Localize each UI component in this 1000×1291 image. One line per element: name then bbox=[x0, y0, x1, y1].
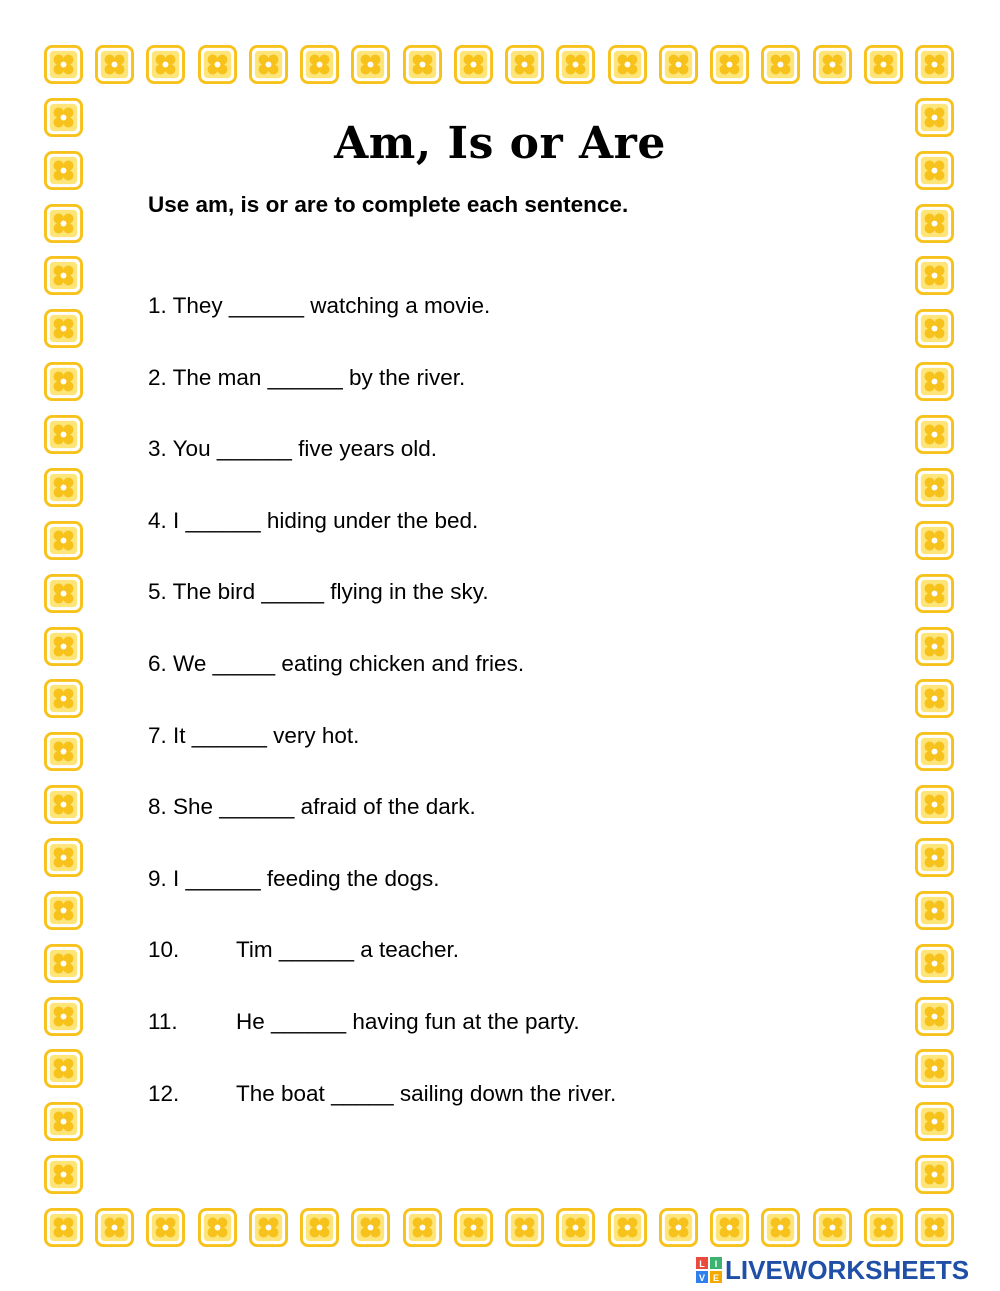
flower-tile-icon bbox=[915, 204, 954, 243]
flower-tile-icon bbox=[915, 627, 954, 666]
sentence-number: 12. bbox=[148, 1081, 180, 1106]
flower-tile-icon bbox=[95, 1208, 134, 1247]
flower-tile-icon bbox=[864, 45, 903, 84]
flower-tile-icon bbox=[44, 415, 83, 454]
sentence-item bbox=[148, 794, 476, 820]
sentence-number: 3. bbox=[148, 436, 167, 461]
flower-tile-icon bbox=[44, 1155, 83, 1194]
flower-tile-icon bbox=[44, 574, 83, 613]
sentence-item bbox=[148, 1081, 616, 1107]
flower-tile-icon bbox=[813, 1208, 852, 1247]
flower-tile-icon bbox=[915, 1049, 954, 1088]
flower-tile-icon bbox=[710, 45, 749, 84]
sentence-text: The boat _____ sailing down the river. bbox=[236, 1081, 617, 1106]
flower-tile-icon bbox=[44, 45, 83, 84]
sentence-item bbox=[148, 579, 489, 605]
flower-tile-icon bbox=[403, 1208, 442, 1247]
flower-tile-icon bbox=[44, 309, 83, 348]
flower-tile-icon bbox=[915, 679, 954, 718]
sentence-item bbox=[148, 723, 359, 749]
flower-tile-icon bbox=[249, 1208, 288, 1247]
sentence-number: 2. bbox=[148, 365, 167, 390]
flower-tile-icon bbox=[44, 468, 83, 507]
flower-tile-icon bbox=[95, 45, 134, 84]
flower-tile-icon bbox=[300, 45, 339, 84]
sentence-item bbox=[148, 508, 478, 534]
sentence-text: We _____ eating chicken and fries. bbox=[166, 651, 525, 676]
flower-tile-icon bbox=[351, 45, 390, 84]
flower-tile-icon bbox=[351, 1208, 390, 1247]
sentence-item bbox=[148, 866, 440, 892]
flower-tile-icon bbox=[915, 468, 954, 507]
sentence-text: They ______ watching a movie. bbox=[166, 293, 491, 318]
sentence-item bbox=[148, 937, 459, 963]
flower-tile-icon bbox=[813, 45, 852, 84]
sentence-number: 1. bbox=[148, 293, 167, 318]
sentence-text: Tim ______ a teacher. bbox=[236, 937, 460, 962]
flower-tile-icon bbox=[44, 362, 83, 401]
flower-tile-icon bbox=[44, 256, 83, 295]
flower-tile-icon bbox=[915, 1155, 954, 1194]
flower-tile-icon bbox=[403, 45, 442, 84]
sentence-item bbox=[148, 293, 490, 319]
flower-tile-icon bbox=[864, 1208, 903, 1247]
flower-tile-icon bbox=[146, 45, 185, 84]
flower-tile-icon bbox=[915, 574, 954, 613]
flower-tile-icon bbox=[505, 45, 544, 84]
logo-letter-l: L bbox=[699, 1259, 705, 1269]
sentence-number: 8. bbox=[148, 794, 167, 819]
sentence-text: The bird _____ flying in the sky. bbox=[166, 579, 489, 604]
flower-tile-icon bbox=[915, 309, 954, 348]
flower-tile-icon bbox=[44, 785, 83, 824]
flower-tile-icon bbox=[915, 45, 954, 84]
flower-tile-icon bbox=[915, 256, 954, 295]
flower-tile-icon bbox=[44, 679, 83, 718]
flower-tile-icon bbox=[761, 45, 800, 84]
flower-tile-icon bbox=[608, 1208, 647, 1247]
worksheet-title: Am, Is or Are bbox=[334, 118, 666, 169]
flower-tile-icon bbox=[761, 1208, 800, 1247]
flower-tile-icon bbox=[915, 838, 954, 877]
sentence-item bbox=[148, 365, 465, 391]
flower-tile-icon bbox=[915, 785, 954, 824]
flower-tile-icon bbox=[300, 1208, 339, 1247]
flower-tile-icon bbox=[556, 1208, 595, 1247]
flower-tile-icon bbox=[146, 1208, 185, 1247]
sentence-text: It ______ very hot. bbox=[166, 723, 360, 748]
flower-tile-icon bbox=[915, 732, 954, 771]
flower-tile-icon bbox=[915, 944, 954, 983]
sentence-number: 6. bbox=[148, 651, 167, 676]
flower-tile-icon bbox=[556, 45, 595, 84]
flower-tile-icon bbox=[44, 1102, 83, 1141]
logo-text: LIVEWORKSHEETS bbox=[725, 1254, 970, 1285]
flower-tile-icon bbox=[710, 1208, 749, 1247]
flower-tile-icon bbox=[44, 732, 83, 771]
flower-tile-icon bbox=[44, 891, 83, 930]
sentence-number: 9. bbox=[148, 866, 167, 891]
flower-tile-icon bbox=[44, 1208, 83, 1247]
flower-tile-icon bbox=[198, 1208, 237, 1247]
sentence-number: 5. bbox=[148, 579, 167, 604]
flower-tile-icon bbox=[44, 997, 83, 1036]
flower-tile-icon bbox=[659, 45, 698, 84]
sentence-number: 4. bbox=[148, 508, 167, 533]
sentence-text: He ______ having fun at the party. bbox=[236, 1009, 580, 1034]
flower-tile-icon bbox=[44, 521, 83, 560]
sentence-number: 10. bbox=[148, 937, 180, 962]
flower-tile-icon bbox=[44, 204, 83, 243]
flower-tile-icon bbox=[44, 1049, 83, 1088]
logo-letter-i: I bbox=[714, 1259, 718, 1269]
flower-tile-icon bbox=[915, 997, 954, 1036]
logo-letter-e: E bbox=[712, 1273, 720, 1283]
flower-tile-icon bbox=[915, 521, 954, 560]
flower-tile-icon bbox=[505, 1208, 544, 1247]
live-blocks-icon bbox=[696, 1257, 722, 1283]
sentence-text: She ______ afraid of the dark. bbox=[166, 794, 476, 819]
worksheet-instruction: Use am, is or are to complete each sentence. bbox=[148, 192, 629, 217]
flower-tile-icon bbox=[249, 45, 288, 84]
sentence-text: I ______ hiding under the bed. bbox=[166, 508, 479, 533]
flower-tile-icon bbox=[915, 1208, 954, 1247]
flower-tile-icon bbox=[915, 415, 954, 454]
flower-tile-icon bbox=[659, 1208, 698, 1247]
sentence-text: I ______ feeding the dogs. bbox=[166, 866, 440, 891]
sentence-text: You ______ five years old. bbox=[166, 436, 437, 461]
liveworksheets-logo bbox=[696, 1255, 969, 1285]
flower-tile-icon bbox=[454, 1208, 493, 1247]
flower-tile-icon bbox=[44, 838, 83, 877]
flower-tile-icon bbox=[608, 45, 647, 84]
flower-tile-icon bbox=[454, 45, 493, 84]
logo-letter-v: V bbox=[698, 1273, 706, 1283]
flower-tile-icon bbox=[915, 1102, 954, 1141]
sentence-item bbox=[148, 1009, 580, 1035]
sentence-item bbox=[148, 651, 524, 677]
sentence-number: 11. bbox=[148, 1009, 178, 1034]
flower-tile-icon bbox=[915, 362, 954, 401]
flower-tile-icon bbox=[198, 45, 237, 84]
sentence-text: The man ______ by the river. bbox=[166, 365, 466, 390]
flower-tile-icon bbox=[915, 891, 954, 930]
sentence-number: 7. bbox=[148, 723, 167, 748]
sentence-item bbox=[148, 436, 437, 462]
flower-tile-icon bbox=[44, 944, 83, 983]
flower-tile-icon bbox=[44, 627, 83, 666]
